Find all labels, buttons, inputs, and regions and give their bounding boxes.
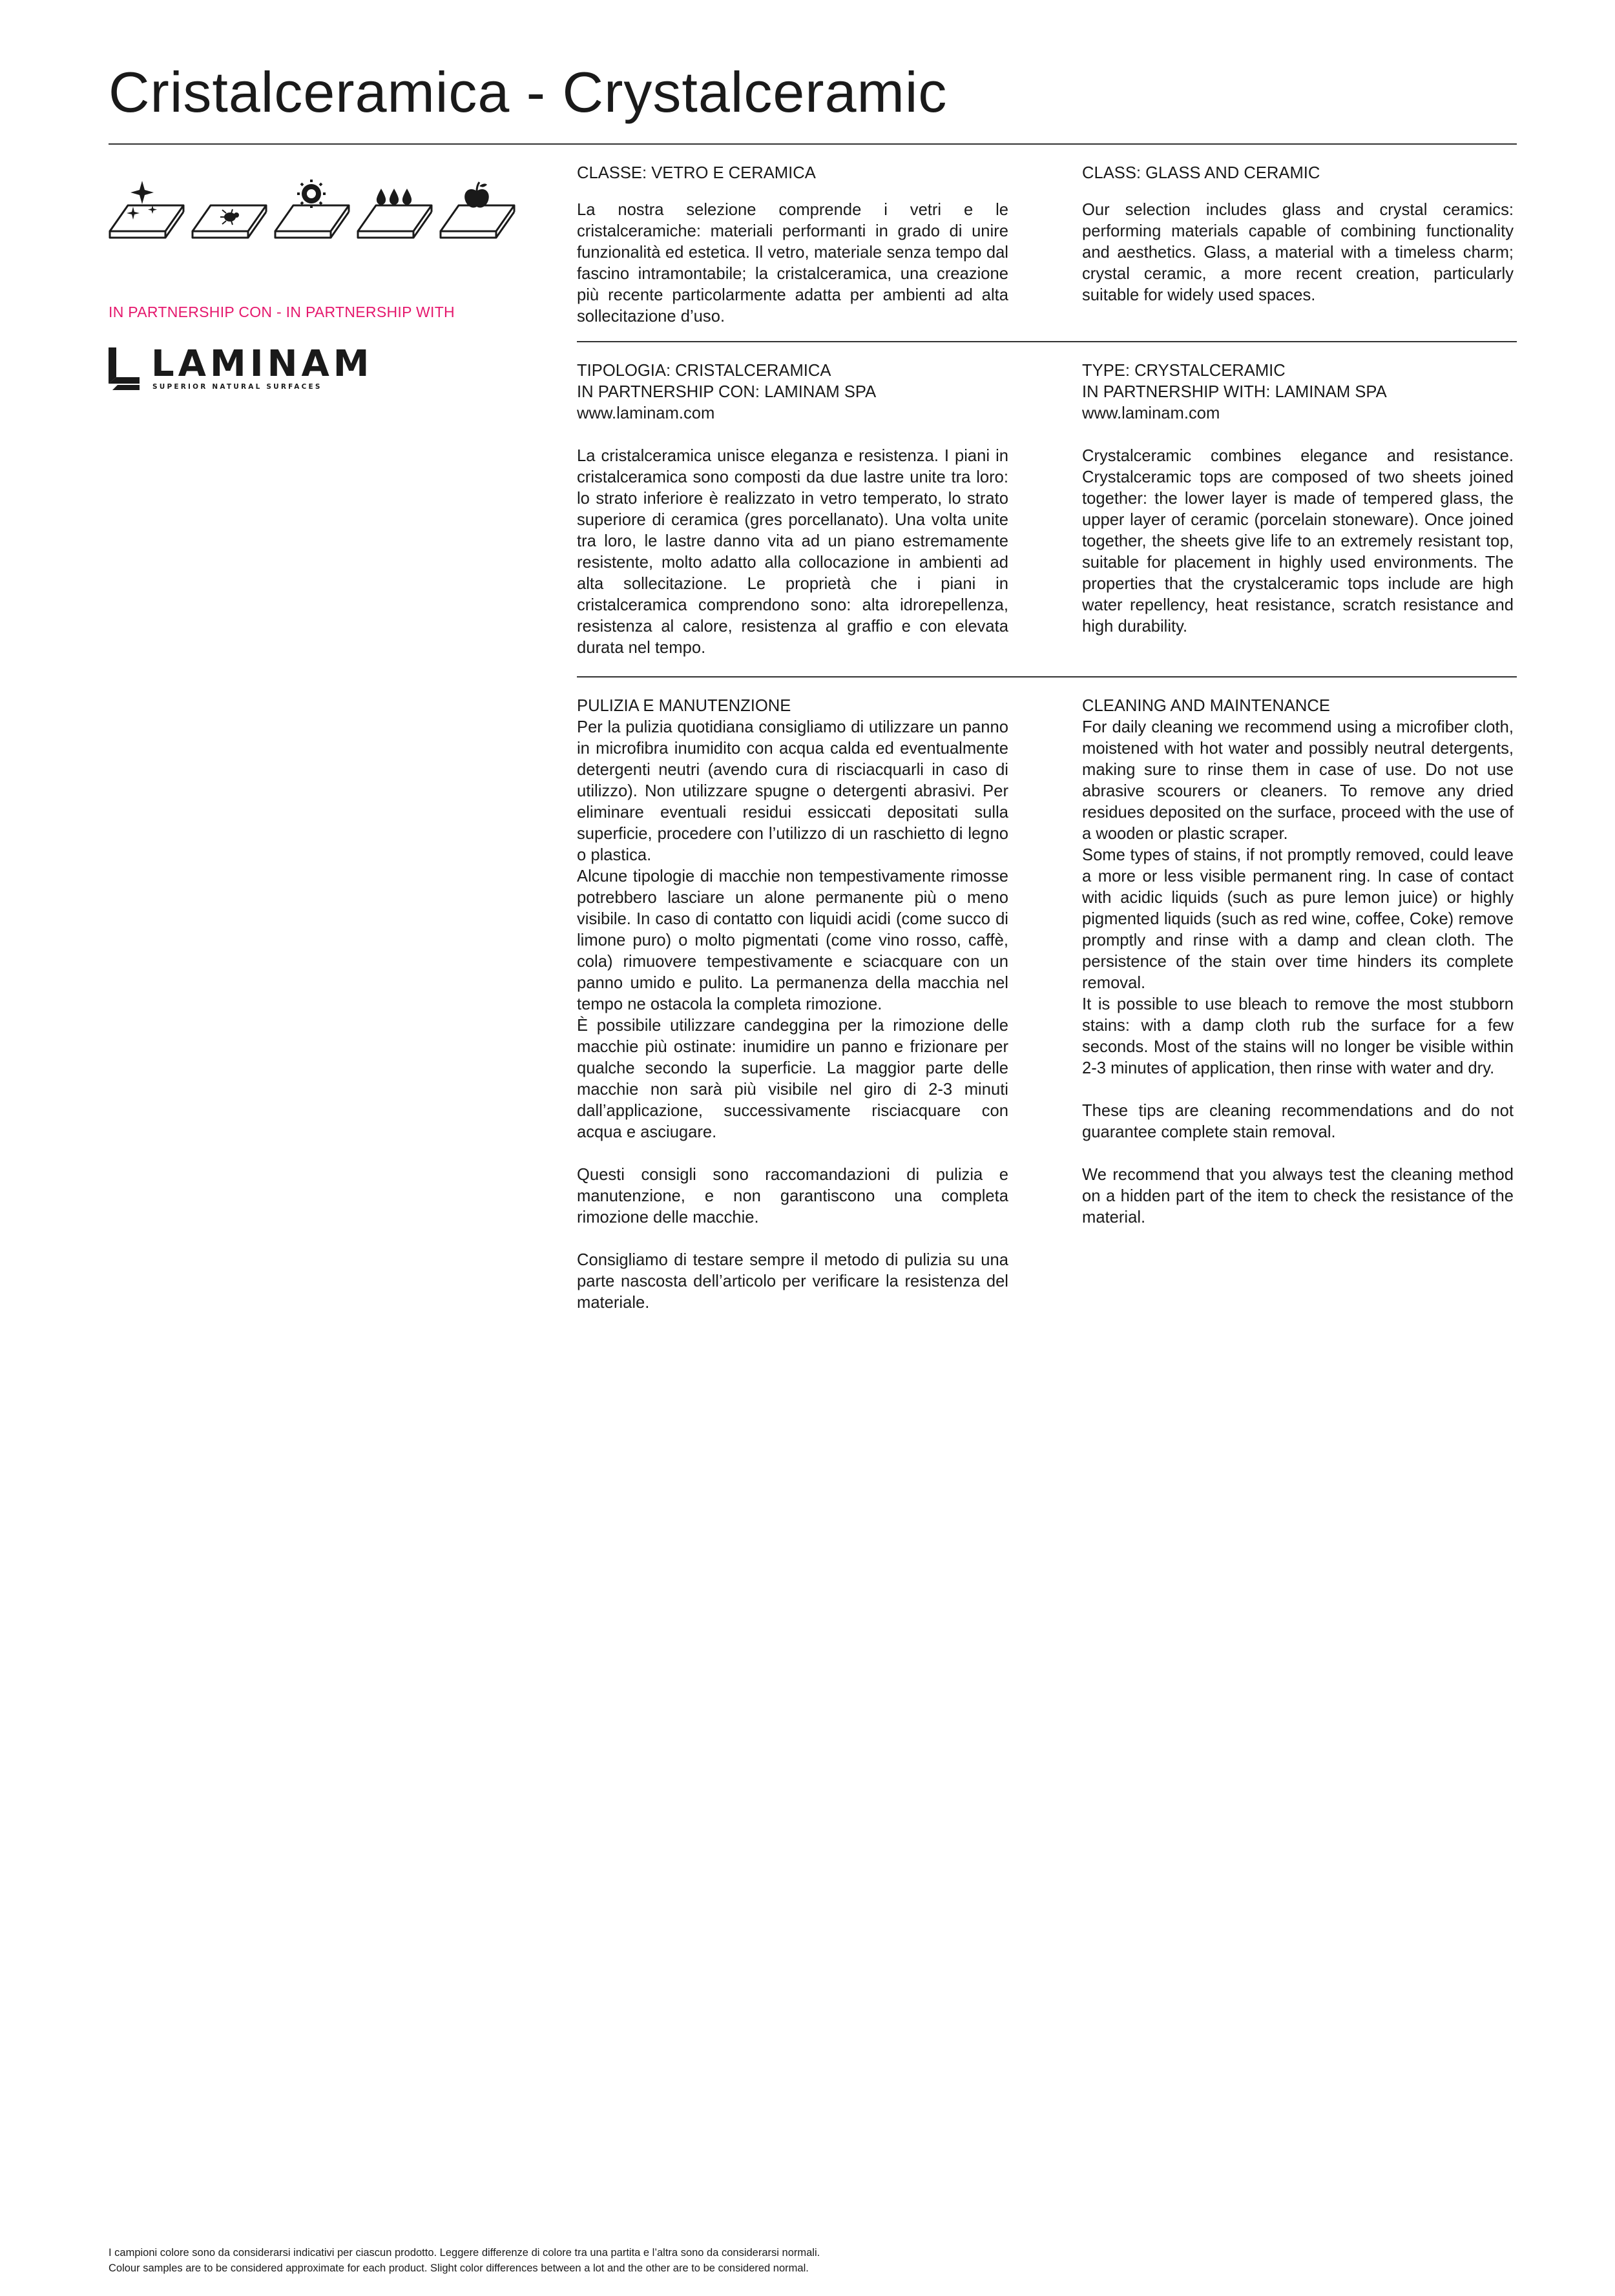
section-divider-1 (577, 341, 1517, 342)
partnership-line-en: IN PARTNERSHIP WITH: LAMINAM SPA (1082, 383, 1387, 401)
section-divider-2 (577, 676, 1517, 677)
website-link-it[interactable]: www.laminam.com (577, 404, 715, 422)
cleaning-paragraph-it: È possibile utilizzare candeggina per la rimozione delle macchie più ostinate: inumidire un panno e frizionare per qualche secondo la superficie. La maggior parte delle macchie non sarà più visibile nel giro di 2-3 minuti dall’applicazione, successivamente risciacquare con acqua e asciugare. (577, 1017, 1008, 1141)
footer-line-it: I campioni colore sono da considerarsi indicativi per ciascun prodotto. Leggere differenze di colore tra una partita e l’altra sono da considerarsi normali. (109, 2247, 820, 2259)
cleaning-paragraph-it: Alcune tipologie di macchie non tempestivamente rimosse potrebbero lasciare un alone permanente più o meno visibile. In caso di contatto con liquidi acidi (come succo di limone puro) o molto pigmentati (come vino rosso, caffè, cola) rimuovere tempestivamente e sciacquare con un panno umido e pulito. La permanenza della macchia nel tempo ne ostacola la completa rimozione. (577, 867, 1008, 1013)
cleaning-paragraph-en: It is possible to use bleach to remove the most stubborn stains: with a damp cloth rub the surface for a few seconds. Most of the stains will no longer be visible within 2-3 minutes of application, then rinse with water and dry. (1082, 995, 1514, 1077)
class-section-en (1082, 163, 1514, 306)
cleaning-section-it (577, 696, 1008, 1314)
cleaning-heading-it: PULIZIA E MANUTENZIONE (577, 697, 791, 715)
bug-surface-icon (191, 180, 267, 241)
heat-surface-icon (274, 180, 350, 241)
type-section-it (577, 360, 1008, 659)
website-link-en[interactable]: www.laminam.com (1082, 404, 1220, 422)
type-line-en: TYPE: CRYSTALCERAMIC (1082, 362, 1286, 380)
cleaning-paragraph-en: Some types of stains, if not promptly removed, could leave a more or less visible permanent ring. In case of contact with acidic liquids (such as pure lemon juice) or highly pigmented liquids (such as red wine, coffee, Coke) remove promptly and rinse with a damp and clean cloth. The persistence of the stain over time hinders its complete removal. (1082, 846, 1514, 992)
logo-name: LAMINAM (151, 343, 373, 385)
description-en: Crystalceramic combines elegance and resistance. Crystalceramic tops are composed of two sheets joined together: the lower layer is made of tempered glass, the upper layer of ceramic (porcelain stoneware). Once joined together, the sheets give life to an extremely resistant top, suitable for placement in highly used environments. The properties that the crystalceramic tops include are high water repellency, heat resistance, scratch resistance and high durability. (1082, 447, 1514, 636)
class-heading-en: CLASS: GLASS AND CERAMIC (1082, 164, 1320, 182)
apple-surface-icon (439, 180, 516, 241)
cleaning-paragraph-en: For daily cleaning we recommend using a microfiber cloth, moistened with hot water and possibly neutral detergents, making sure to rinse them in case of use. Do not use abrasive scourers or cleaners. To remove any dried residues deposited on the surface, proceed with the use of a wooden or plastic scraper. (1082, 718, 1514, 843)
partnership-line-it: IN PARTNERSHIP CON: LAMINAM SPA (577, 383, 877, 401)
type-section-en (1082, 360, 1514, 637)
class-section-it (577, 163, 1008, 327)
cleaning-test-en: We recommend that you always test the cleaning method on a hidden part of the item to check the resistance of the material. (1082, 1166, 1514, 1226)
cleaning-section-en (1082, 696, 1514, 1228)
partnership-label: IN PARTNERSHIP CON - IN PARTNERSHIP WITH (109, 304, 455, 320)
page-title: Cristalceramica - Crystalceramic (109, 60, 948, 124)
logo-tagline: SUPERIOR NATURAL SURFACES (152, 383, 322, 391)
laminam-logo-mark (109, 347, 140, 390)
water-drops-surface-icon (357, 180, 433, 241)
footer-disclaimer (109, 2245, 820, 2276)
title-divider (109, 143, 1517, 145)
class-text-en: Our selection includes glass and crystal ceramics: performing materials capable of combining functionality and aesthetics. Glass, a material with a timeless charm; crystal ceramic, a more recent creation, particularly suitable for widely used spaces. (1082, 201, 1514, 304)
cleaning-note-en: These tips are cleaning recommendations and do not guarantee complete stain removal. (1082, 1102, 1514, 1141)
class-heading-it: CLASSE: VETRO E CERAMICA (577, 164, 816, 182)
laminam-logo (109, 343, 393, 393)
cleaning-heading-en: CLEANING AND MAINTENANCE (1082, 697, 1330, 715)
cleaning-test-it: Consigliamo di testare sempre il metodo di pulizia su una parte nascosta dell’articolo per verificare la resistenza del materiale. (577, 1251, 1008, 1312)
footer-line-en: Colour samples are to be considered approximate for each product. Slight color differences between a lot and the other are to be considered normal. (109, 2262, 809, 2274)
class-text-it: La nostra selezione comprende i vetri e le cristalceramiche: materiali performanti in grado di unire funzionalità ed estetica. Il vetro, materiale senza tempo dal fascino intramontabile; la cristalceramica, una creazione più recente particolarmente adatta per ambienti ad alta sollecitazione d’uso. (577, 201, 1008, 326)
cleaning-note-it: Questi consigli sono raccomandazioni di pulizia e manutenzione, e non garantiscono una completa rimozione delle macchie. (577, 1166, 1008, 1226)
cleaning-paragraph-it: Per la pulizia quotidiana consigliamo di utilizzare un panno in microfibra inumidito con acqua calda ed eventualmente detergenti neutri (avendo cura di risciacquarli in caso di utilizzo). Non utilizzare spugne o detergenti abrasivi. Per eliminare eventuali residui essiccati depositati sulla superficie, procedere con l’utilizzo di un raschietto di legno o plastica. (577, 718, 1008, 864)
description-it: La cristalceramica unisce eleganza e resistenza. I piani in cristalceramica sono composti da due lastre unite tra loro: lo strato inferiore è realizzato in vetro temperato, lo strato superiore di ceramica (gres porcellanato). Una volta unite tra loro, le lastre danno vita ad un piano estremamente resistente, molto adatto alla collocazione in ambienti ad alta sollecitazione. Le proprietà che i piani in cristalceramica comprendono sono: alta idrorepellenza, resistenza al calore, resistenza al graffio e con elevata durata nel tempo. (577, 447, 1008, 657)
type-line-it: TIPOLOGIA: CRISTALCERAMICA (577, 362, 831, 380)
sparkle-surface-icon (109, 180, 185, 241)
property-icons (109, 180, 522, 241)
